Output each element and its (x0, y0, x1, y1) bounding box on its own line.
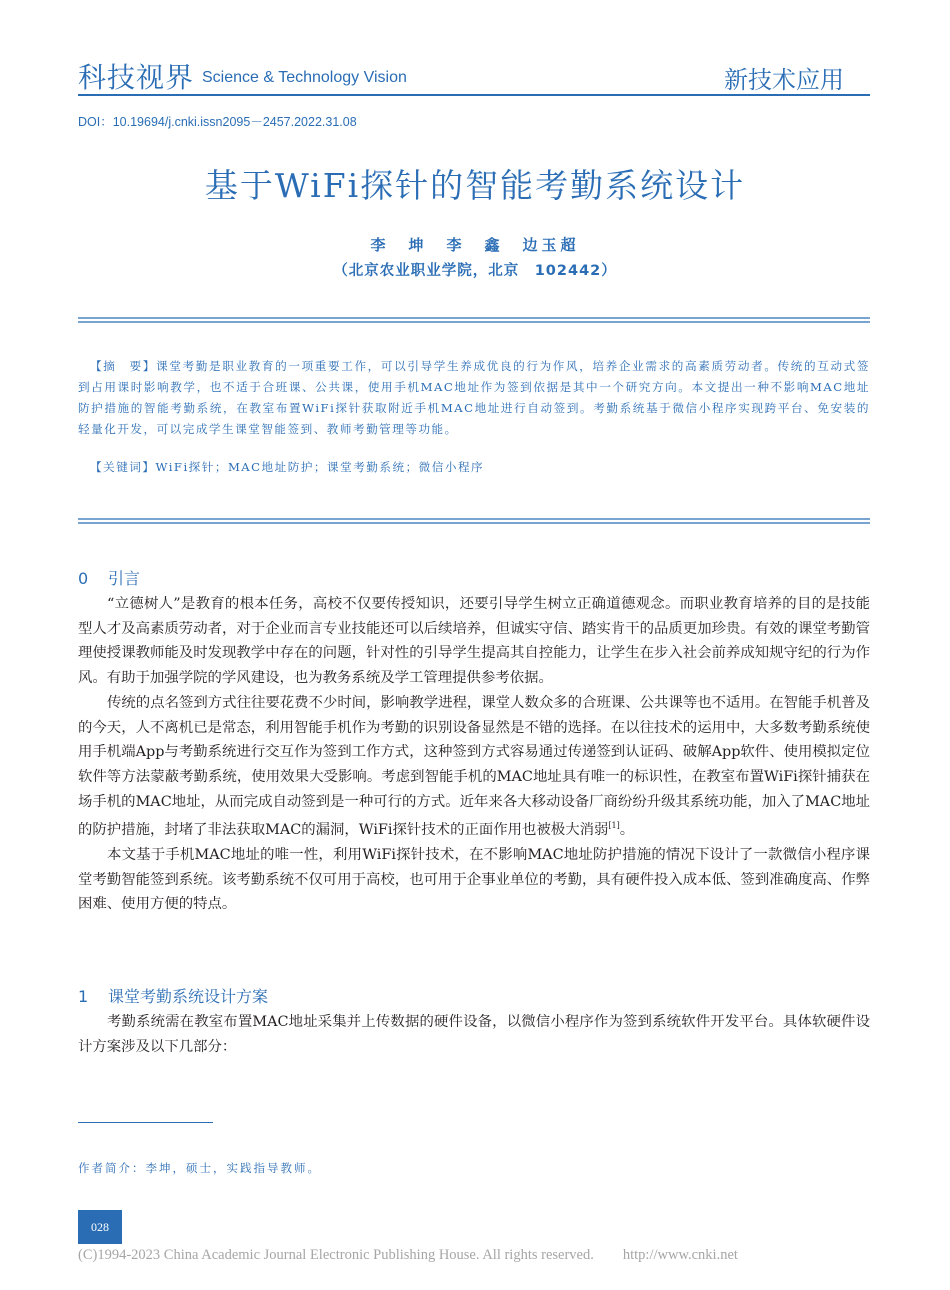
section-number: 1 (78, 987, 89, 1006)
section-title: 课堂考勤系统设计方案 (108, 987, 269, 1006)
wave-divider-bottom (78, 515, 870, 527)
section-heading-1 (78, 984, 268, 1007)
section-body-0 (78, 592, 870, 917)
citation[interactable]: [1] (608, 821, 620, 831)
section-body-1 (78, 1010, 870, 1059)
header-rule (78, 94, 870, 96)
section-number: 0 (78, 569, 89, 588)
paragraph (78, 691, 870, 843)
paragraph: 考勤系统需在教室布置MAC地址采集并上传数据的硬件设备，以微信小程序作为签到系统软件开发平台。具体软硬件设计方案涉及以下几部分： (78, 1014, 870, 1055)
footnote: 作者简介：李坤，硕士，实践指导教师。 (78, 1161, 321, 1175)
copyright-watermark: (C)1994-2023 China Academic Journal Electronic Publishing House. All rights reserved. http://www.cnki.net (78, 1247, 738, 1263)
section-title: 引言 (108, 569, 141, 588)
page-number: 028 (78, 1210, 122, 1244)
paragraph-tail: 。 (619, 822, 635, 839)
journal-logo-cn: 科技视界 (78, 61, 195, 94)
abstract-text: 课堂考勤是职业教育的一项重要工作，可以引导学生养成优良的行为作风，培养企业需求的高素质劳动者。传统的互动式签到占用课时影响教学，也不适于合班课、公共课，使用手机MAC地址作为签到依据是其中一个研究方向。本文提出一种不影响MAC地址防护措施的智能考勤系统，在教室布置WiFi探针获取附近手机MAC地址进行自动签到。考勤系统基于微信小程序实现跨平台、免安装的轻量化开发，可以完成学生课堂智能签到、教师考勤管理等功能。 (78, 359, 870, 436)
paragraph: “立德树人”是教育的根本任务，高校不仅要传授知识，还要引导学生树立正确道德观念。而职业教育培养的目的是技能型人才及高素质劳动者，对于企业而言专业技能还可以后续培养，但诚实守信、踏实肯干的品质更加珍贵。有效的课堂考勤管理使授课教师能及时发现教学中存在的问题，针对性的引导学生提高其自控能力，让学生在步入社会前养成知规守纪的行为作风。有助于加强学院的学风建设，也为教务系统及学工管理提供参考依据。 (78, 596, 870, 687)
footnote-rule (78, 1122, 213, 1123)
abstract-block (78, 356, 870, 440)
keywords-line (90, 459, 484, 475)
section-heading-0 (78, 566, 140, 589)
keywords-label: 【关键词】 (90, 460, 156, 474)
journal-header (78, 52, 870, 94)
keywords-text: WiFi探针；MAC地址防护；课堂考勤系统；微信小程序 (155, 460, 485, 474)
paragraph-text: 传统的点名签到方式往往要花费不少时间，影响教学进程，课堂人数众多的合班课、公共课等也不适用。在智能手机普及的今天，人不离机已是常态，利用智能手机作为考勤的识别设备显然是不错的选择。在以往技术的运用中，大多数考勤系统使用手机端App与考勤系统进行交互作为签到工作方式，这种签到方式容易通过传递签到认证码、破解App软件、使用模拟定位软件等方法蒙蔽考勤系统，使用效果大受影响。考虑到智能手机的MAC地址具有唯一的标识性，在教室布置WiFi探针捕获在场手机的MAC地址，从而完成自动签到是一种可行的方式。近年来各大移动设备厂商纷纷升级其系统功能，加入了MAC地址的防护措施，封堵了非法获取MAC的漏洞，WiFi探针技术的正面作用也被极大消弱 (78, 694, 870, 839)
affiliation: （北京农业职业学院，北京 102442） (333, 263, 617, 279)
wave-divider-top (78, 314, 870, 326)
doi[interactable]: DOI：10.19694/j.cnki.issn2095－2457.2022.31.08 (78, 115, 357, 129)
abstract-label: 【摘 要】 (90, 359, 157, 373)
journal-logo-en: Science & Technology Vision (202, 69, 407, 86)
section-name: 新技术应用 (724, 66, 844, 94)
article-title: 基于WiFi探针的智能考勤系统设计 (204, 166, 746, 205)
paragraph: 本文基于手机MAC地址的唯一性，利用WiFi探针技术，在不影响MAC地址防护措施的情况下设计了一款微信小程序课堂考勤智能签到系统。该考勤系统不仅可用于高校，也可用于企事业单位的考勤，具有硬件投入成本低、签到准确度高、作弊困难、使用方便的特点。 (78, 846, 870, 913)
authors: 李 坤 李 鑫 边玉超 (370, 236, 580, 254)
